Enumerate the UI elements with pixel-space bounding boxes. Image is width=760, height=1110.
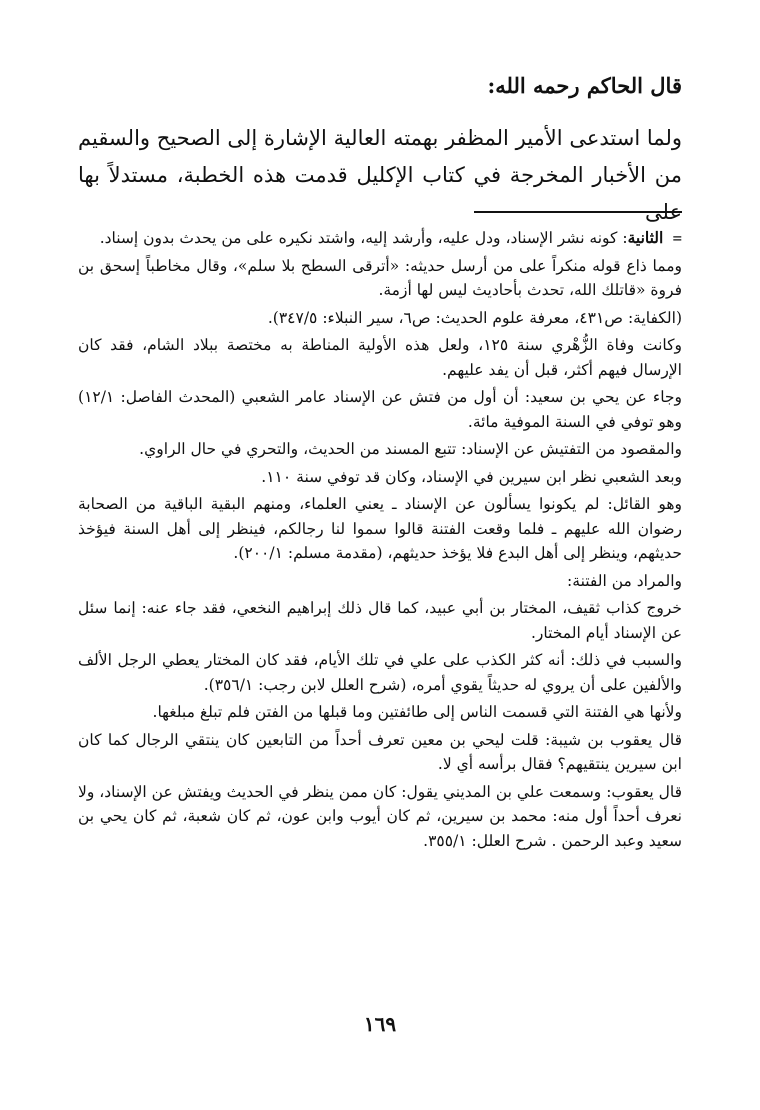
footnote-text: وبعد الشعبي نظر ابن سيرين في الإسناد، وكان قد توفي سنة ١١٠. <box>261 467 682 486</box>
footnote-text: والسبب في ذلك: أنه كثر الكذب على علي في تلك الأيام، فقد كان المختار يعطي الرجل الألف والألفين على أن يروي له حديثاً يقوي أمره، (شرح العلل لابن رجب: ٣٥٦/١). <box>78 651 682 694</box>
page-number: ١٦٩ <box>363 1012 397 1036</box>
footnote-paragraph <box>78 700 682 725</box>
footnote-text: ولأنها هي الفتنة التي قسمت الناس إلى طائفتين وما قبلها من الفتن فلم تبلغ مبلغها. <box>152 703 682 721</box>
footnotes <box>78 226 682 856</box>
footnote-text: ومما ذاع قوله منكراً على من أرسل حديثه: «أترقى السطح بلا سلم»، وقال مخاطباً إسحق بن فروة «قاتلك الله، تحدث بأحاديث ليس لها أزمة. <box>78 256 682 299</box>
continuation-mark: = <box>663 229 682 247</box>
footnote-text: قال يعقوب: وسمعت علي بن المديني يقول: كان ممن ينظر في الحديث ويفتش عن الإسناد، ولا نعرف أحداً أول منه: محمد بن سيرين، ثم كان أيوب وابن عون، ثم كان شعبة، ثم كان يحي بن سعيد وعبد الرحمن . شرح العلل: ٣٥٥/١. <box>78 782 682 850</box>
footnote-text: وكانت وفاة الزُّهْري سنة ١٢٥، ولعل هذه الأولية المناطة به مختصة ببلاد الشام، فقد كان الإرسال فيهم أكثر، قبل أن يفد عليهم. <box>78 336 683 379</box>
footnote-paragraph <box>78 648 682 697</box>
intro-paragraph: ولما استدعى الأمير المظفر بهمته العالية الإشارة إلى الصحيح والسقيم من الأخبار المخرجة في كتاب الإكليل قدمت هذه الخطبة، مستدلاً بها على <box>78 126 682 224</box>
footnote-paragraph <box>78 254 682 303</box>
footnote-paragraph <box>78 437 682 462</box>
footnote-text: والمراد من الفتنة: <box>567 571 682 590</box>
footnote-paragraph <box>78 226 682 251</box>
footnote-text: قال يعقوب بن شيبة: قلت ليحي بن معين تعرف أحداً من التابعين كان ينتقي الرجال كما كان ابن سيرين ينتقيهم؟ فقال برأسه أي لا. <box>78 730 682 773</box>
footnote-text: خروج كذاب ثقيف، المختار بن أبي عبيد، كما قال ذلك إبراهيم النخعي، فقد جاء عنه: إنما سئل عن الإسناد أيام المختار. <box>78 599 682 642</box>
footnote-paragraph <box>78 385 682 434</box>
footnote-text: وهو القائل: لم يكونوا يسألون عن الإسناد ـ يعني العلماء، ومنهم البقية الباقية من الصحابة رضوان الله عليهم ـ فلما وقعت الفتنة قالوا سموا لنا رجالكم، فينظر إلى أهل السنة فيؤخذ حديثهم، وينظر إلى أهل البدع فلا يؤخذ حديثهم، (مقدمة مسلم: ٢٠٠/١). <box>78 495 682 562</box>
footnote-paragraph <box>78 596 682 645</box>
section-heading: قال الحاكم رحمه الله: <box>487 73 682 98</box>
footnote-paragraph <box>78 780 682 854</box>
footnote-text: والمقصود من التفتيش عن الإسناد: تتبع المسند من الحديث، والتحري في حال الراوي. <box>139 440 682 458</box>
footnote-text: : كونه نشر الإسناد، ودل عليه، وأرشد إليه، واشتد نكيره على من يحدث بدون إسناد. <box>99 229 628 247</box>
footnote-text: وجاء عن يحي بن سعيد: أن أول من فتش عن الإسناد عامر الشعبي (المحدث الفاصل: ١٢/١) وهو توفي في السنة الموفية مائة. <box>78 388 682 431</box>
footnote-term: الثانية <box>627 228 664 247</box>
footnote-paragraph <box>78 492 682 566</box>
footnote-text: (الكفاية: ص٤٣١، معرفة علوم الحديث: ص٦، سير النبلاء: ٣٤٧/٥). <box>267 308 682 327</box>
footnote-paragraph <box>78 465 682 490</box>
footnote-paragraph <box>78 569 682 594</box>
footnote-paragraph <box>78 306 682 331</box>
footnote-divider <box>474 211 682 213</box>
footnote-paragraph <box>78 728 682 777</box>
footnote-paragraph <box>78 333 682 382</box>
